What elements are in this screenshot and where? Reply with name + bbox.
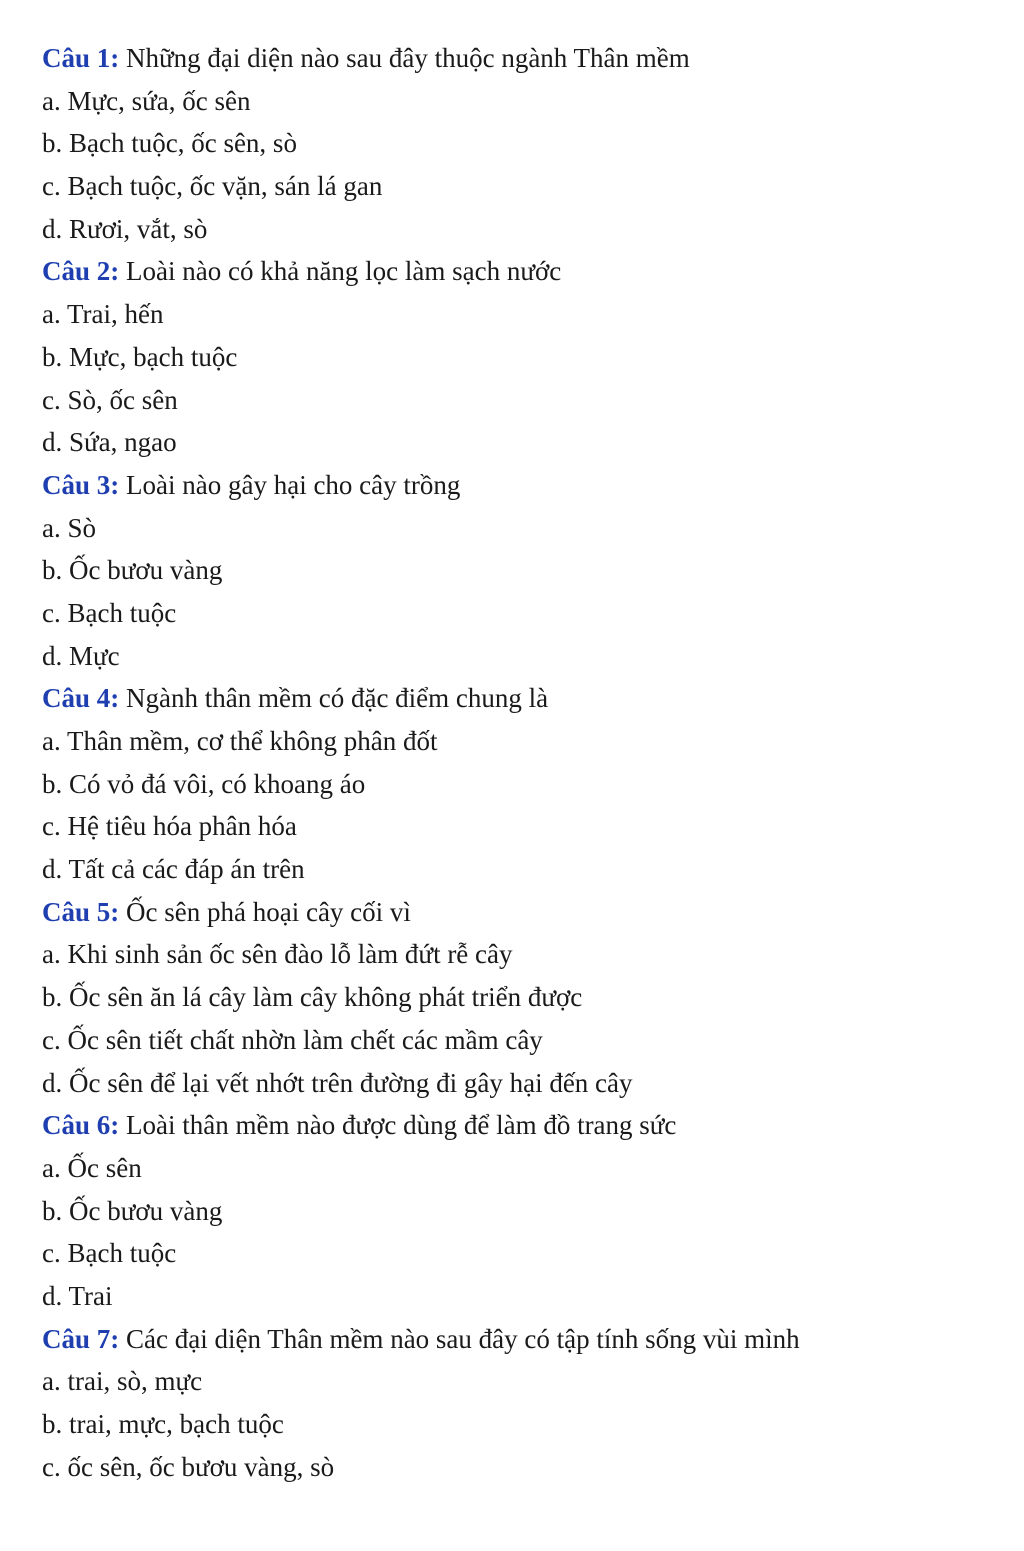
question-2-text: Loài nào có khả năng lọc làm sạch nước — [126, 256, 562, 287]
quiz-document — [42, 37, 1002, 1488]
question-5-text: Ốc sên phá hoại cây cối vì — [126, 896, 411, 927]
question-7-text: Các đại diện Thân mềm nào sau đây có tập tính sống vùi mình — [126, 1323, 800, 1354]
question-7-option-c: c. ốc sên, ốc bươu vàng, sò — [42, 1451, 335, 1482]
question-4-title — [42, 677, 1002, 720]
question-1-option-c: c. Bạch tuộc, ốc vặn, sán lá gan — [42, 171, 383, 202]
question-4-option-b: b. Có vỏ đá vôi, có khoang áo — [42, 768, 366, 799]
question-4-label: Câu 4: — [42, 683, 120, 714]
question-2-option-d: d. Sứa, ngao — [42, 427, 177, 458]
question-5-option-a: a. Khi sinh sản ốc sên đào lỗ làm đứt rễ cây — [42, 939, 513, 970]
question-7-option-a: a. trai, sò, mực — [42, 1366, 203, 1397]
question-2-label: Câu 2: — [42, 256, 120, 287]
question-5-option-c: c. Ốc sên tiết chất nhờn làm chết các mầm cây — [42, 1024, 543, 1055]
question-1-text: Những đại diện nào sau đây thuộc ngành Thân mềm — [126, 43, 690, 73]
question-6-title — [42, 1104, 1002, 1147]
question-4-option-a: a. Thân mềm, cơ thể không phân đốt — [42, 726, 438, 756]
question-1-option-d: d. Rươi, vắt, sò — [42, 213, 208, 244]
question-2-option-b: b. Mực, bạch tuộc — [42, 341, 238, 372]
question-3-option-c: c. Bạch tuộc — [42, 597, 177, 628]
question-1-title — [42, 37, 1002, 80]
question-4-option-d: d. Tất cả các đáp án trên — [42, 854, 305, 885]
question-7-label: Câu 7: — [42, 1323, 120, 1354]
question-6-option-d: d. Trai — [42, 1280, 113, 1311]
question-7-option-b: b. trai, mực, bạch tuộc — [42, 1409, 284, 1439]
question-5-option-d: d. Ốc sên để lại vết nhớt trên đường đi gây hại đến cây — [42, 1067, 633, 1098]
question-3-label: Câu 3: — [42, 469, 120, 500]
question-5-option-b: b. Ốc sên ăn lá cây làm cây không phát triển được — [42, 982, 583, 1013]
question-3-text: Loài nào gây hại cho cây trồng — [126, 469, 461, 500]
question-5-title — [42, 891, 1002, 934]
question-6-option-b: b. Ốc bươu vàng — [42, 1195, 223, 1226]
question-3-title — [42, 464, 1002, 507]
question-2-title — [42, 250, 1002, 293]
question-5-label: Câu 5: — [42, 896, 120, 927]
question-3-option-a: a. Sò — [42, 512, 96, 543]
question-6-label: Câu 6: — [42, 1110, 120, 1141]
question-3-option-b: b. Ốc bươu vàng — [42, 555, 223, 586]
question-1-option-a: a. Mực, sứa, ốc sên — [42, 85, 251, 116]
question-4-text: Ngành thân mềm có đặc điểm chung là — [126, 683, 549, 714]
question-6-option-c: c. Bạch tuộc — [42, 1238, 177, 1269]
question-2-option-c: c. Sò, ốc sên — [42, 384, 178, 415]
question-1-label: Câu 1: — [42, 43, 120, 73]
question-3-option-d: d. Mực — [42, 640, 120, 671]
question-4-option-c: c. Hệ tiêu hóa phân hóa — [42, 811, 297, 842]
question-2-option-a: a. Trai, hến — [42, 299, 164, 330]
question-6-option-a: a. Ốc sên — [42, 1152, 142, 1183]
question-1-option-b: b. Bạch tuộc, ốc sên, sò — [42, 128, 297, 159]
question-7-title — [42, 1318, 1002, 1361]
question-6-text: Loài thân mềm nào được dùng để làm đồ trang sức — [126, 1110, 677, 1141]
